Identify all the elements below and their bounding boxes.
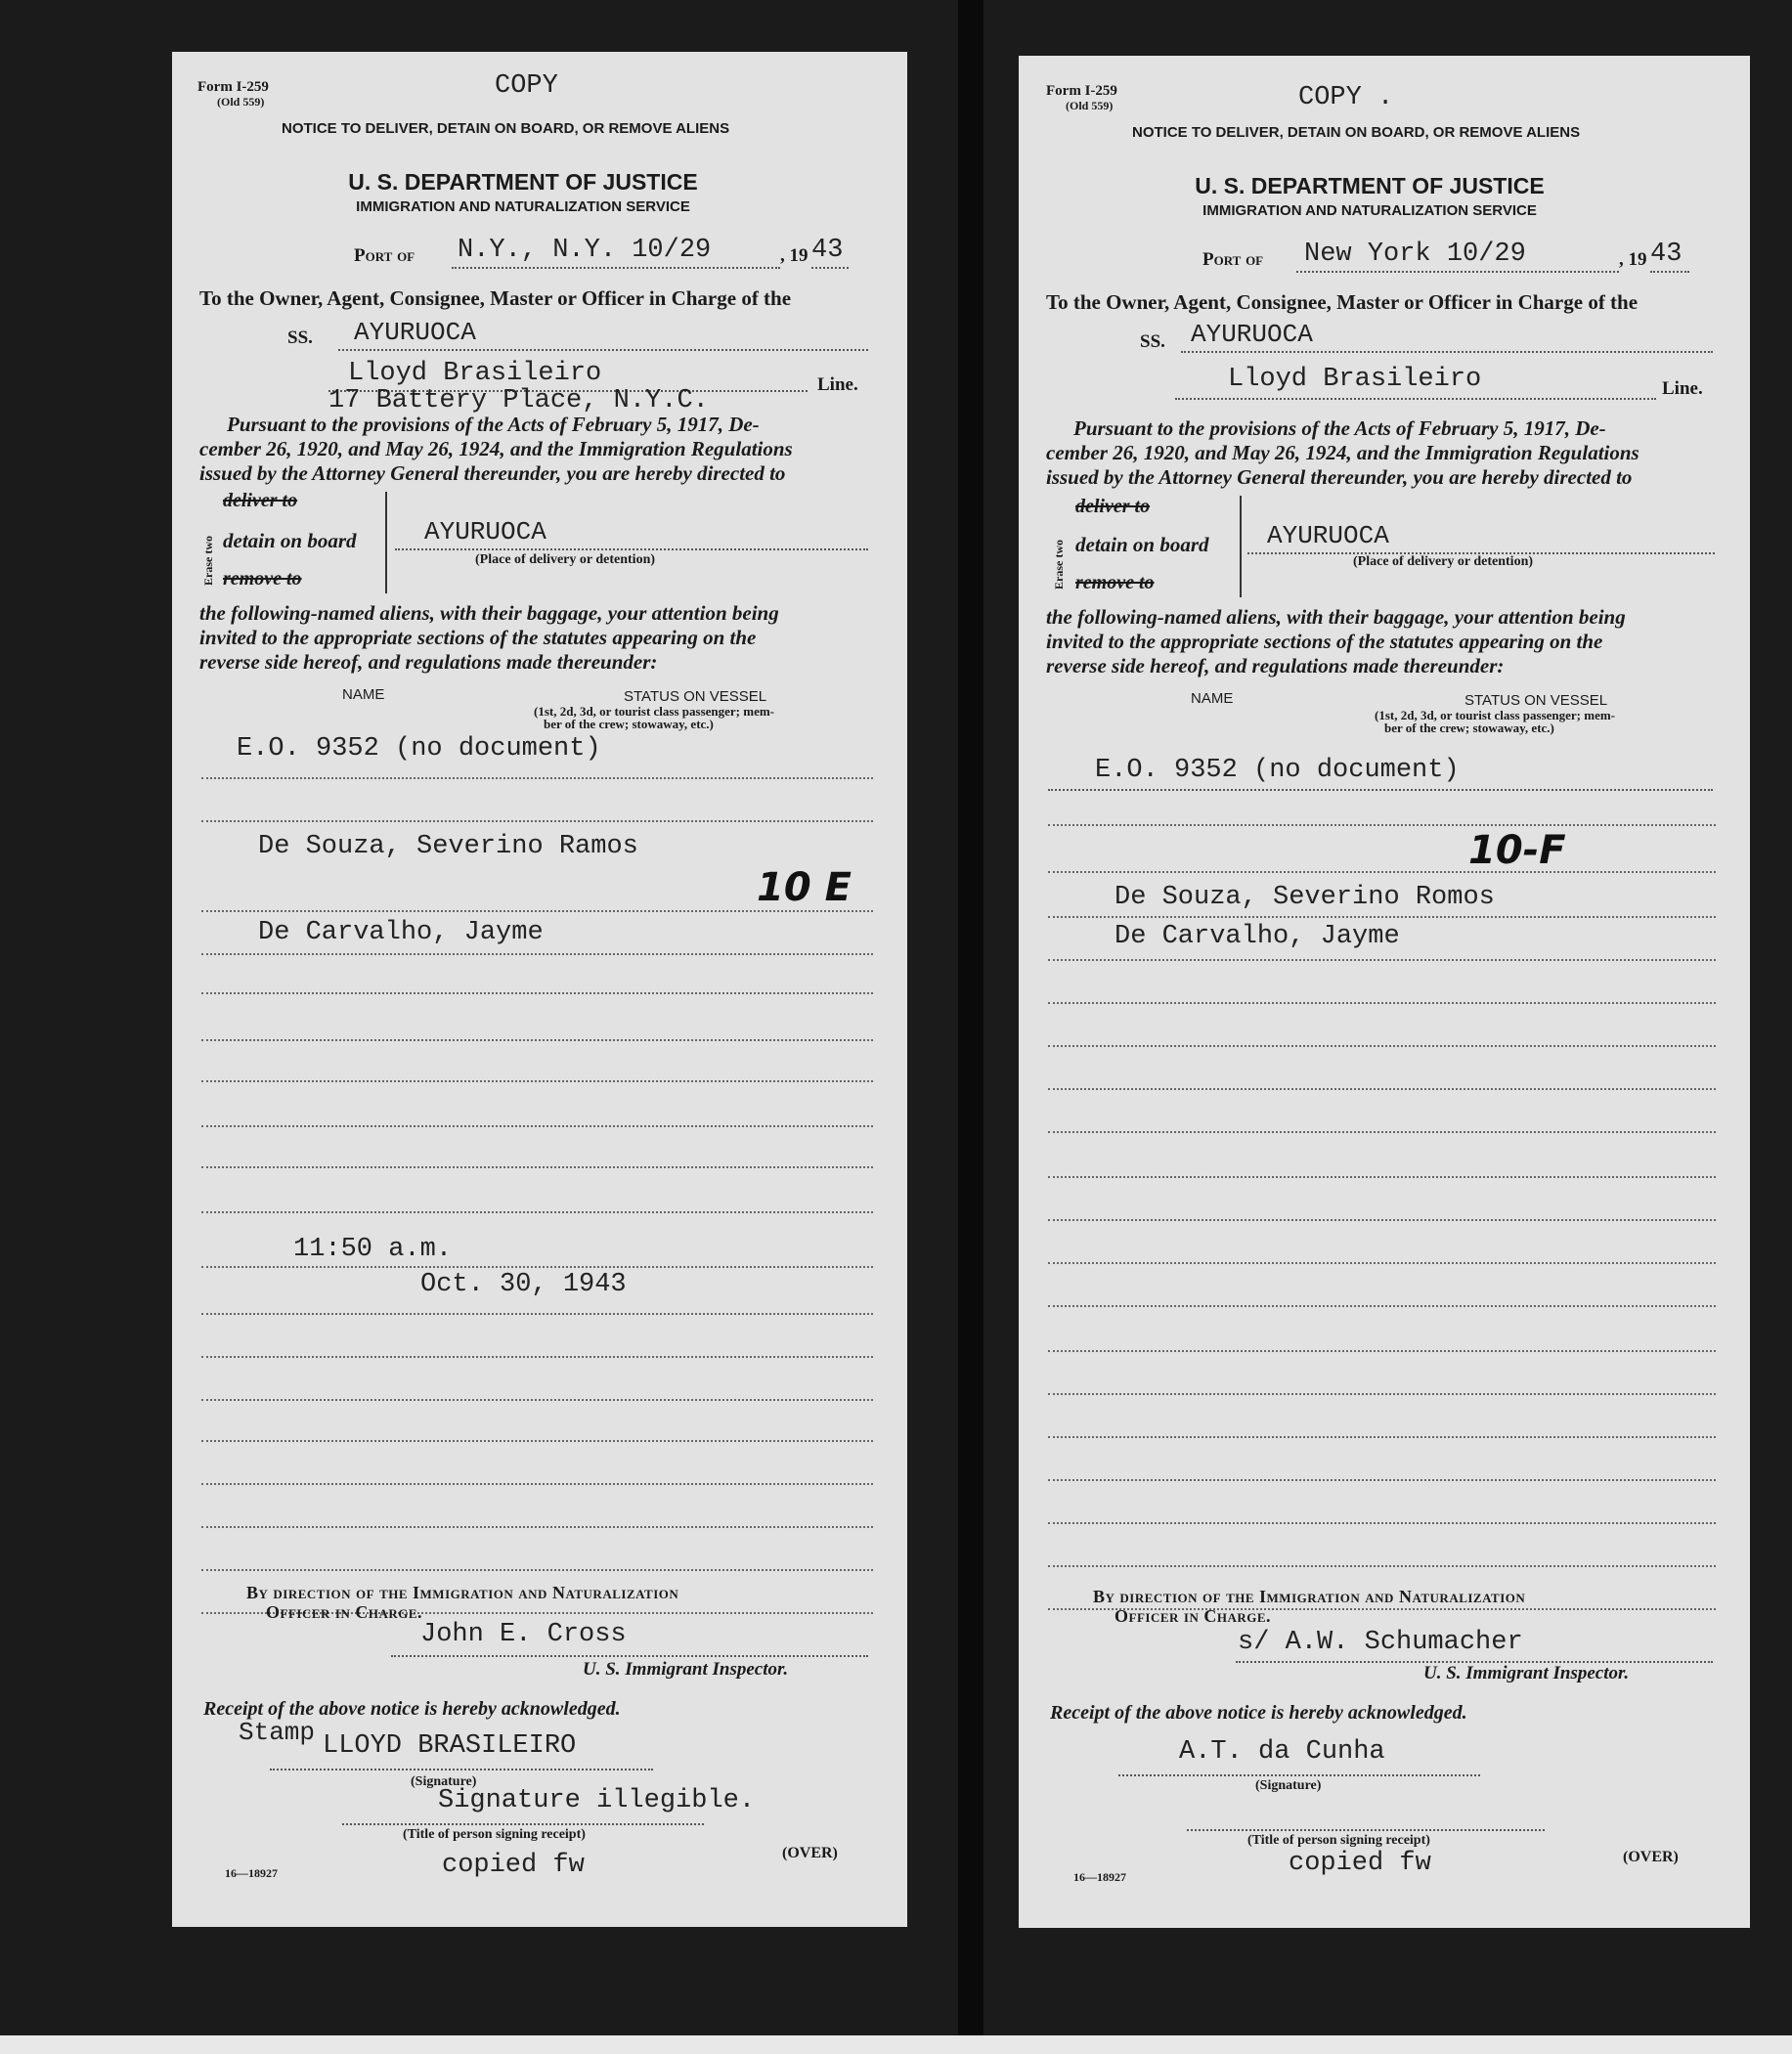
place-value: AYURUOCA [1247,521,1715,554]
immigration-form-left [172,52,907,1927]
addressee-text: To the Owner, Agent, Consignee, Master or Officer in Charge of the [1046,290,1639,314]
pursuant-line-1: Pursuant to the provisions of the Acts of February 5, 1917, De- [227,413,760,436]
line-company: Lloyd Brasileiro [1175,365,1656,400]
entry-rule [1048,1045,1716,1047]
entry-rule [201,1483,873,1485]
following-line-2: invited to the appropriate sections of the statutes appearing on the [1046,630,1603,653]
inspector-title: U. S. Immigrant Inspector. [1423,1663,1630,1683]
place-value: AYURUOCA [395,517,868,550]
column-status-note-2: ber of the crew; stowaway, etc.) [1384,721,1554,735]
pursuant-line-2: cember 26, 1920, and May 26, 1924, and the Immigration Regulations [1046,441,1639,464]
entry-rule [1048,1176,1716,1178]
inspector-rule [391,1655,868,1657]
entry-rule [1048,1262,1716,1264]
following-line-3: reverse side hereof, and regulations made thereunder: [1046,654,1505,677]
entry-date: Oct. 30, 1943 [420,1270,627,1299]
column-name-header: NAME [1191,690,1234,707]
inspector-title: U. S. Immigrant Inspector. [583,1659,789,1680]
receipt-title-value: Signature illegible. [438,1786,756,1815]
direction-line-2: Officer in Charge. [266,1602,423,1622]
line-label: Line. [817,374,858,395]
entry-rule [1048,1131,1716,1133]
scan-bottom-strip [0,2035,1792,2054]
entry-rule [201,1399,873,1401]
place-caption: (Place of delivery or detention) [1353,554,1534,569]
place-caption: (Place of delivery or detention) [475,552,656,567]
line-label: Line. [1662,378,1703,399]
form-code: 16—18927 [1073,1870,1126,1884]
pursuant-line-3: issued by the Attorney General thereunder, you are hereby directed to [1046,465,1633,489]
direction-line-1: By direction of the Immigration and Naturalization [246,1583,679,1602]
option-detain: detain on board [1075,533,1209,556]
port-value: N.Y., N.Y. 10/29 [452,236,780,269]
entry-rule [201,1266,873,1268]
copied-note: copied fw [1289,1849,1431,1878]
form-code: 16—18927 [225,1866,278,1880]
receipt-acknowledgement: Receipt of the above notice is hereby acknowledged. [1050,1702,1467,1724]
column-status-note-1: (1st, 2d, 3d, or tourist class passenger; mem- [534,704,775,719]
immigration-form-right [1019,56,1750,1928]
entry-executive-order: E.O. 9352 (no document) [237,734,601,764]
entry-time: 11:50 a.m. [293,1235,453,1264]
service-heading: IMMIGRATION AND NATURALIZATION SERVICE [356,198,690,215]
title-label: (Title of person signing receipt) [1247,1833,1430,1848]
handwritten-mark: 10-F [1468,828,1566,873]
copy-mark: COPY . [1298,83,1394,112]
entry-rule [201,1211,873,1213]
handwritten-mark: 10 E [757,865,852,910]
title-label: (Title of person signing receipt) [403,1827,586,1842]
ss-vessel-name: AYURUOCA [338,318,868,351]
erase-two-note: Erase two [201,536,215,586]
entry-rule [201,1356,873,1358]
entry-rule [1048,1479,1716,1481]
line-company: Lloyd Brasileiro [348,359,602,388]
option-bracket [1240,496,1242,597]
year-value: 43 [811,236,849,269]
entry-rule [1048,1219,1716,1221]
old-form-number: (Old 559) [217,95,265,109]
entry-rule [201,1080,873,1082]
signature-label: (Signature) [411,1774,477,1789]
title-rule [342,1823,704,1825]
entry-executive-order: E.O. 9352 (no document) [1048,756,1713,791]
entry-rule [201,1039,873,1041]
port-label: Port of [354,245,415,266]
notice-title: NOTICE TO DELIVER, DETAIN ON BOARD, OR REMOVE ALIENS [1132,124,1581,141]
entry-alien-name-2: De Carvalho, Jayme [258,918,544,947]
entry-rule [1048,1350,1716,1352]
following-line-1: the following-named aliens, with their baggage, your attention being [1046,605,1626,629]
signature-value: LLOYD BRASILEIRO [270,1731,653,1770]
department-heading: U. S. DEPARTMENT OF JUSTICE [348,169,698,195]
ss-vessel-name: AYURUOCA [1181,320,1713,353]
entry-rule [201,1166,873,1168]
notice-title: NOTICE TO DELIVER, DETAIN ON BOARD, OR REMOVE ALIENS [282,120,730,137]
entry-rule [1048,1088,1716,1090]
scan-divider [958,0,983,2054]
addressee-text: To the Owner, Agent, Consignee, Master or Officer in Charge of the [199,286,792,310]
port-value: New York 10/29 [1296,240,1619,273]
line-address: 17 Battery Place, N.Y.C. [328,386,709,415]
receipt-acknowledgement: Receipt of the above notice is hereby acknowledged. [203,1698,621,1720]
following-line-1: the following-named aliens, with their baggage, your attention being [199,601,779,625]
entry-rule [201,777,873,779]
following-line-2: invited to the appropriate sections of the statutes appearing on the [199,626,757,649]
copy-mark: COPY [495,71,558,101]
year-prefix: , 19 [1619,249,1647,270]
stamp-prefix: Stamp [239,1718,316,1747]
service-heading: IMMIGRATION AND NATURALIZATION SERVICE [1202,202,1537,219]
year-value: 43 [1650,240,1689,273]
copied-note: copied fw [442,1851,585,1880]
inspector-name: John E. Cross [420,1620,627,1649]
form-number: Form I-259 [1046,83,1117,99]
entry-rule [201,820,873,822]
pursuant-line-3: issued by the Attorney General thereunder, you are hereby directed to [199,461,786,485]
over-label: (OVER) [782,1845,838,1861]
form-number: Form I-259 [197,79,269,95]
option-detain: detain on board [223,529,357,552]
option-deliver: deliver to [1075,496,1151,517]
entry-rule [201,1526,873,1528]
entry-rule [1048,1002,1716,1004]
pursuant-line-1: Pursuant to the provisions of the Acts of February 5, 1917, De- [1073,416,1606,440]
entry-rule [201,1440,873,1442]
entry-rule [201,953,873,955]
entry-rule [201,992,873,994]
entry-rule [1048,1436,1716,1438]
inspector-name: s/ A.W. Schumacher [1238,1628,1523,1657]
entry-rule [201,1313,873,1315]
option-remove: remove to [1075,572,1155,593]
entry-rule [1048,824,1716,826]
entry-rule [1048,871,1716,873]
entry-rule [1048,959,1716,961]
entry-rule [201,1125,873,1127]
port-label: Port of [1202,249,1264,270]
signature-label: (Signature) [1255,1778,1322,1793]
entry-rule [1048,1565,1716,1567]
entry-alien-name-1: De Souza, Severino Ramos [258,832,638,861]
entry-alien-name-1: De Souza, Severino Romos [1115,883,1495,912]
direction-line-1: By direction of the Immigration and Naturalization [1093,1587,1526,1606]
entry-rule [1048,916,1716,918]
pursuant-line-2: cember 26, 1920, and May 26, 1924, and the Immigration Regulations [199,437,793,460]
entry-alien-name-2: De Carvalho, Jayme [1115,922,1400,951]
over-label: (OVER) [1623,1849,1679,1865]
entry-rule [201,910,873,912]
column-status-header: STATUS ON VESSEL [624,688,767,705]
entry-rule [1048,1305,1716,1307]
option-deliver: deliver to [223,490,298,511]
entry-rule [201,1569,873,1571]
ss-label: SS. [1140,331,1165,352]
column-name-header: NAME [342,686,385,703]
column-status-header: STATUS ON VESSEL [1464,692,1608,709]
signature-value: A.T. da Cunha [1118,1737,1480,1776]
department-heading: U. S. DEPARTMENT OF JUSTICE [1195,173,1545,198]
erase-two-note: Erase two [1052,540,1066,590]
entry-rule [1048,1522,1716,1524]
column-status-note-2: ber of the crew; stowaway, etc.) [544,717,714,731]
column-status-note-1: (1st, 2d, 3d, or tourist class passenger; mem- [1375,708,1616,722]
direction-line-2: Officer in Charge. [1115,1606,1272,1626]
old-form-number: (Old 559) [1066,99,1114,112]
entry-rule [1048,1393,1716,1395]
following-line-3: reverse side hereof, and regulations made thereunder: [199,650,658,674]
title-rule [1187,1829,1545,1831]
option-remove: remove to [223,568,302,590]
option-bracket [385,492,387,593]
year-prefix: , 19 [780,245,809,266]
ss-label: SS. [287,328,313,348]
